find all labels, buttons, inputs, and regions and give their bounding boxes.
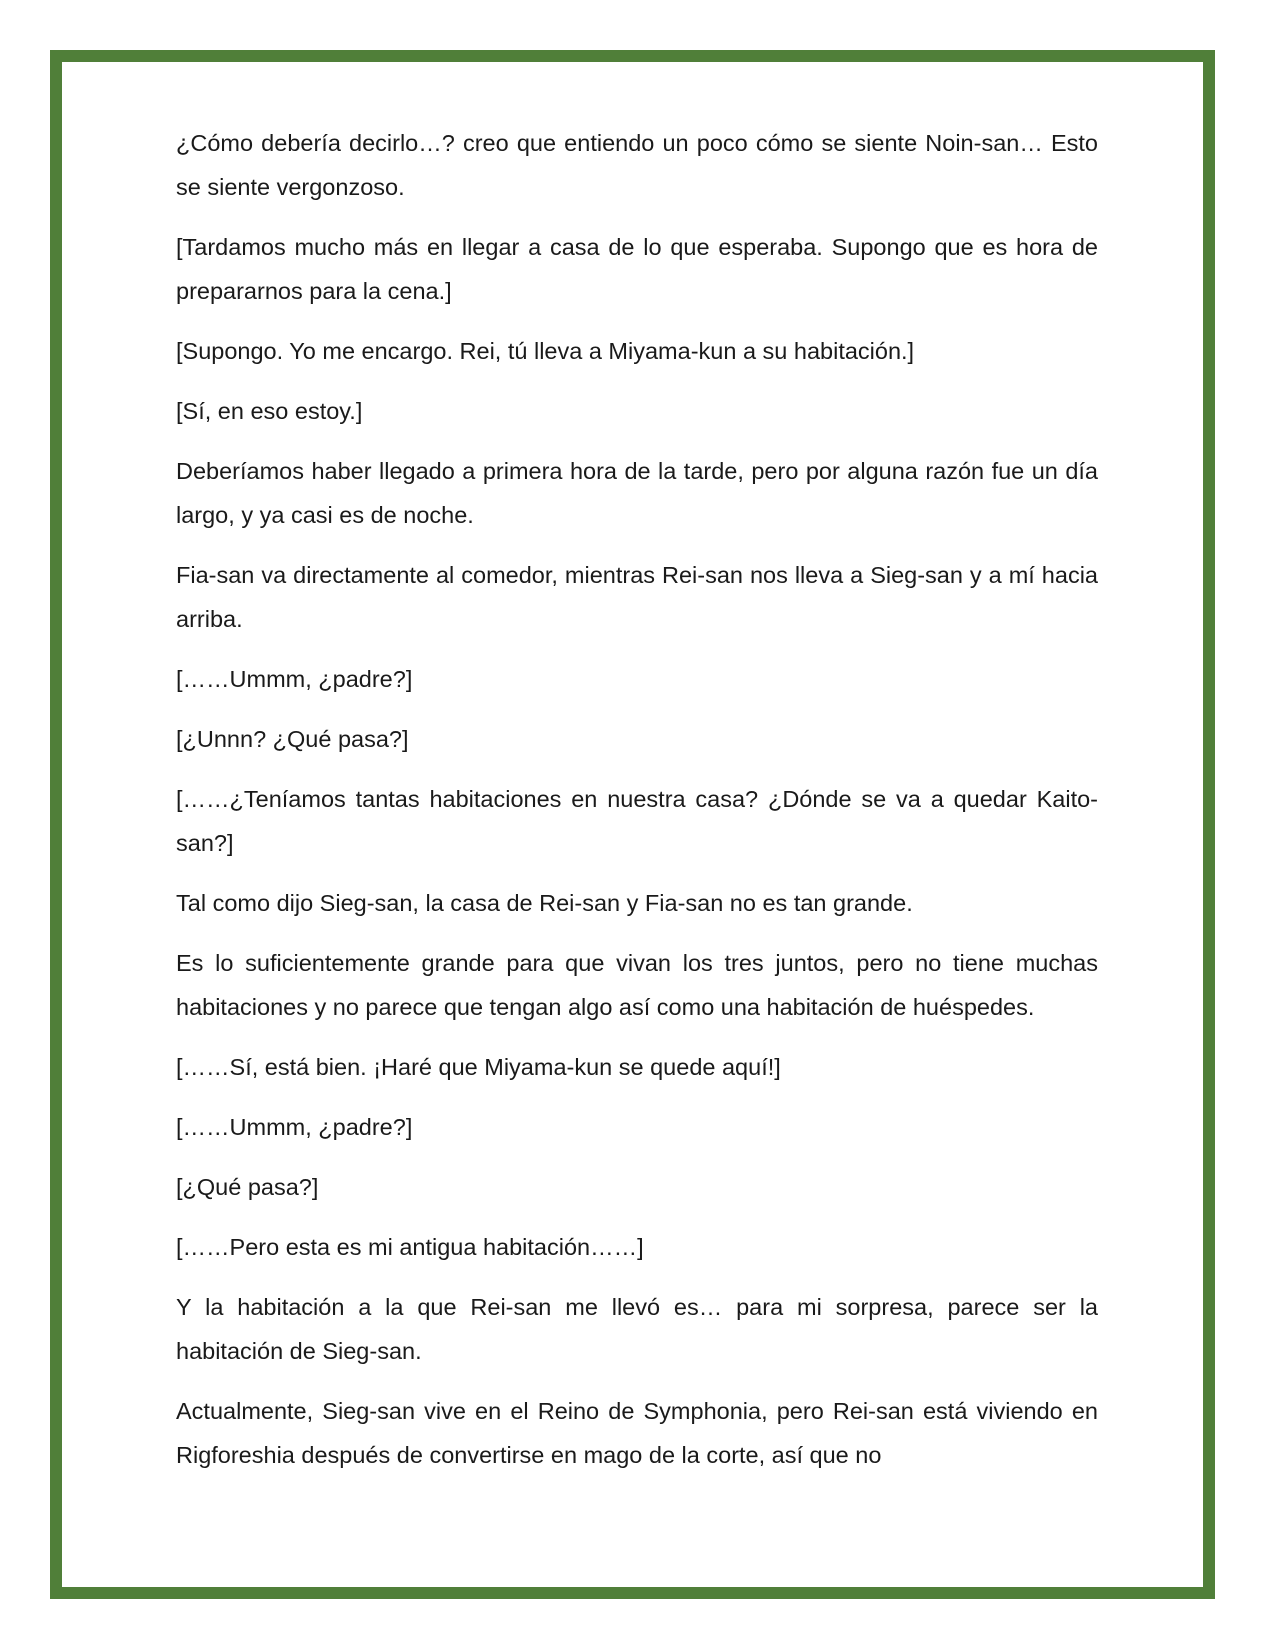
paragraph: Actualmente, Sieg-san vive en el Reino de Symphonia, pero Rei-san está viviendo en Rigforeshia después de convertirse en mago de la corte, así que no (176, 1398, 1098, 1468)
paragraph: [……¿Teníamos tantas habitaciones en nuestra casa? ¿Dónde se va a quedar Kaito-san?] (176, 786, 1098, 856)
paragraph: [Sí, en eso estoy.] (176, 398, 363, 424)
paragraph: [¿Qué pasa?] (176, 1174, 319, 1200)
paragraph: [Supongo. Yo me encargo. Rei, tú lleva a Miyama-kun a su habitación.] (176, 338, 915, 364)
paragraph: Tal como dijo Sieg-san, la casa de Rei-san y Fia-san no es tan grande. (176, 890, 913, 916)
paragraph: [……Pero esta es mi antigua habitación……] (176, 1234, 644, 1260)
paragraph: Y la habitación a la que Rei-san me llevó es… para mi sorpresa, parece ser la habitación de Sieg-san. (176, 1294, 1098, 1364)
paragraph: ¿Cómo debería decirlo…? creo que entiendo un poco cómo se siente Noin-san… Esto se siente vergonzoso. (176, 130, 1098, 200)
paragraph: [……Sí, está bien. ¡Haré que Miyama-kun se quede aquí!] (176, 1054, 781, 1080)
paragraph: [……Ummm, ¿padre?] (176, 666, 413, 692)
paragraph: Fia-san va directamente al comedor, mientras Rei-san nos lleva a Sieg-san y a mí hacia arriba. (176, 562, 1098, 632)
paragraph: [¿Unnn? ¿Qué pasa?] (176, 726, 409, 752)
paragraph: Es lo suficientemente grande para que vivan los tres juntos, pero no tiene muchas habitaciones y no parece que tengan algo así como una habitación de huéspedes. (176, 950, 1098, 1020)
document-body (176, 121, 1098, 1493)
paragraph: [……Ummm, ¿padre?] (176, 1114, 413, 1140)
paragraph: Deberíamos haber llegado a primera hora de la tarde, pero por alguna razón fue un día largo, y ya casi es de noche. (176, 458, 1098, 528)
paragraph: [Tardamos mucho más en llegar a casa de lo que esperaba. Supongo que es hora de prepararnos para la cena.] (176, 234, 1098, 304)
